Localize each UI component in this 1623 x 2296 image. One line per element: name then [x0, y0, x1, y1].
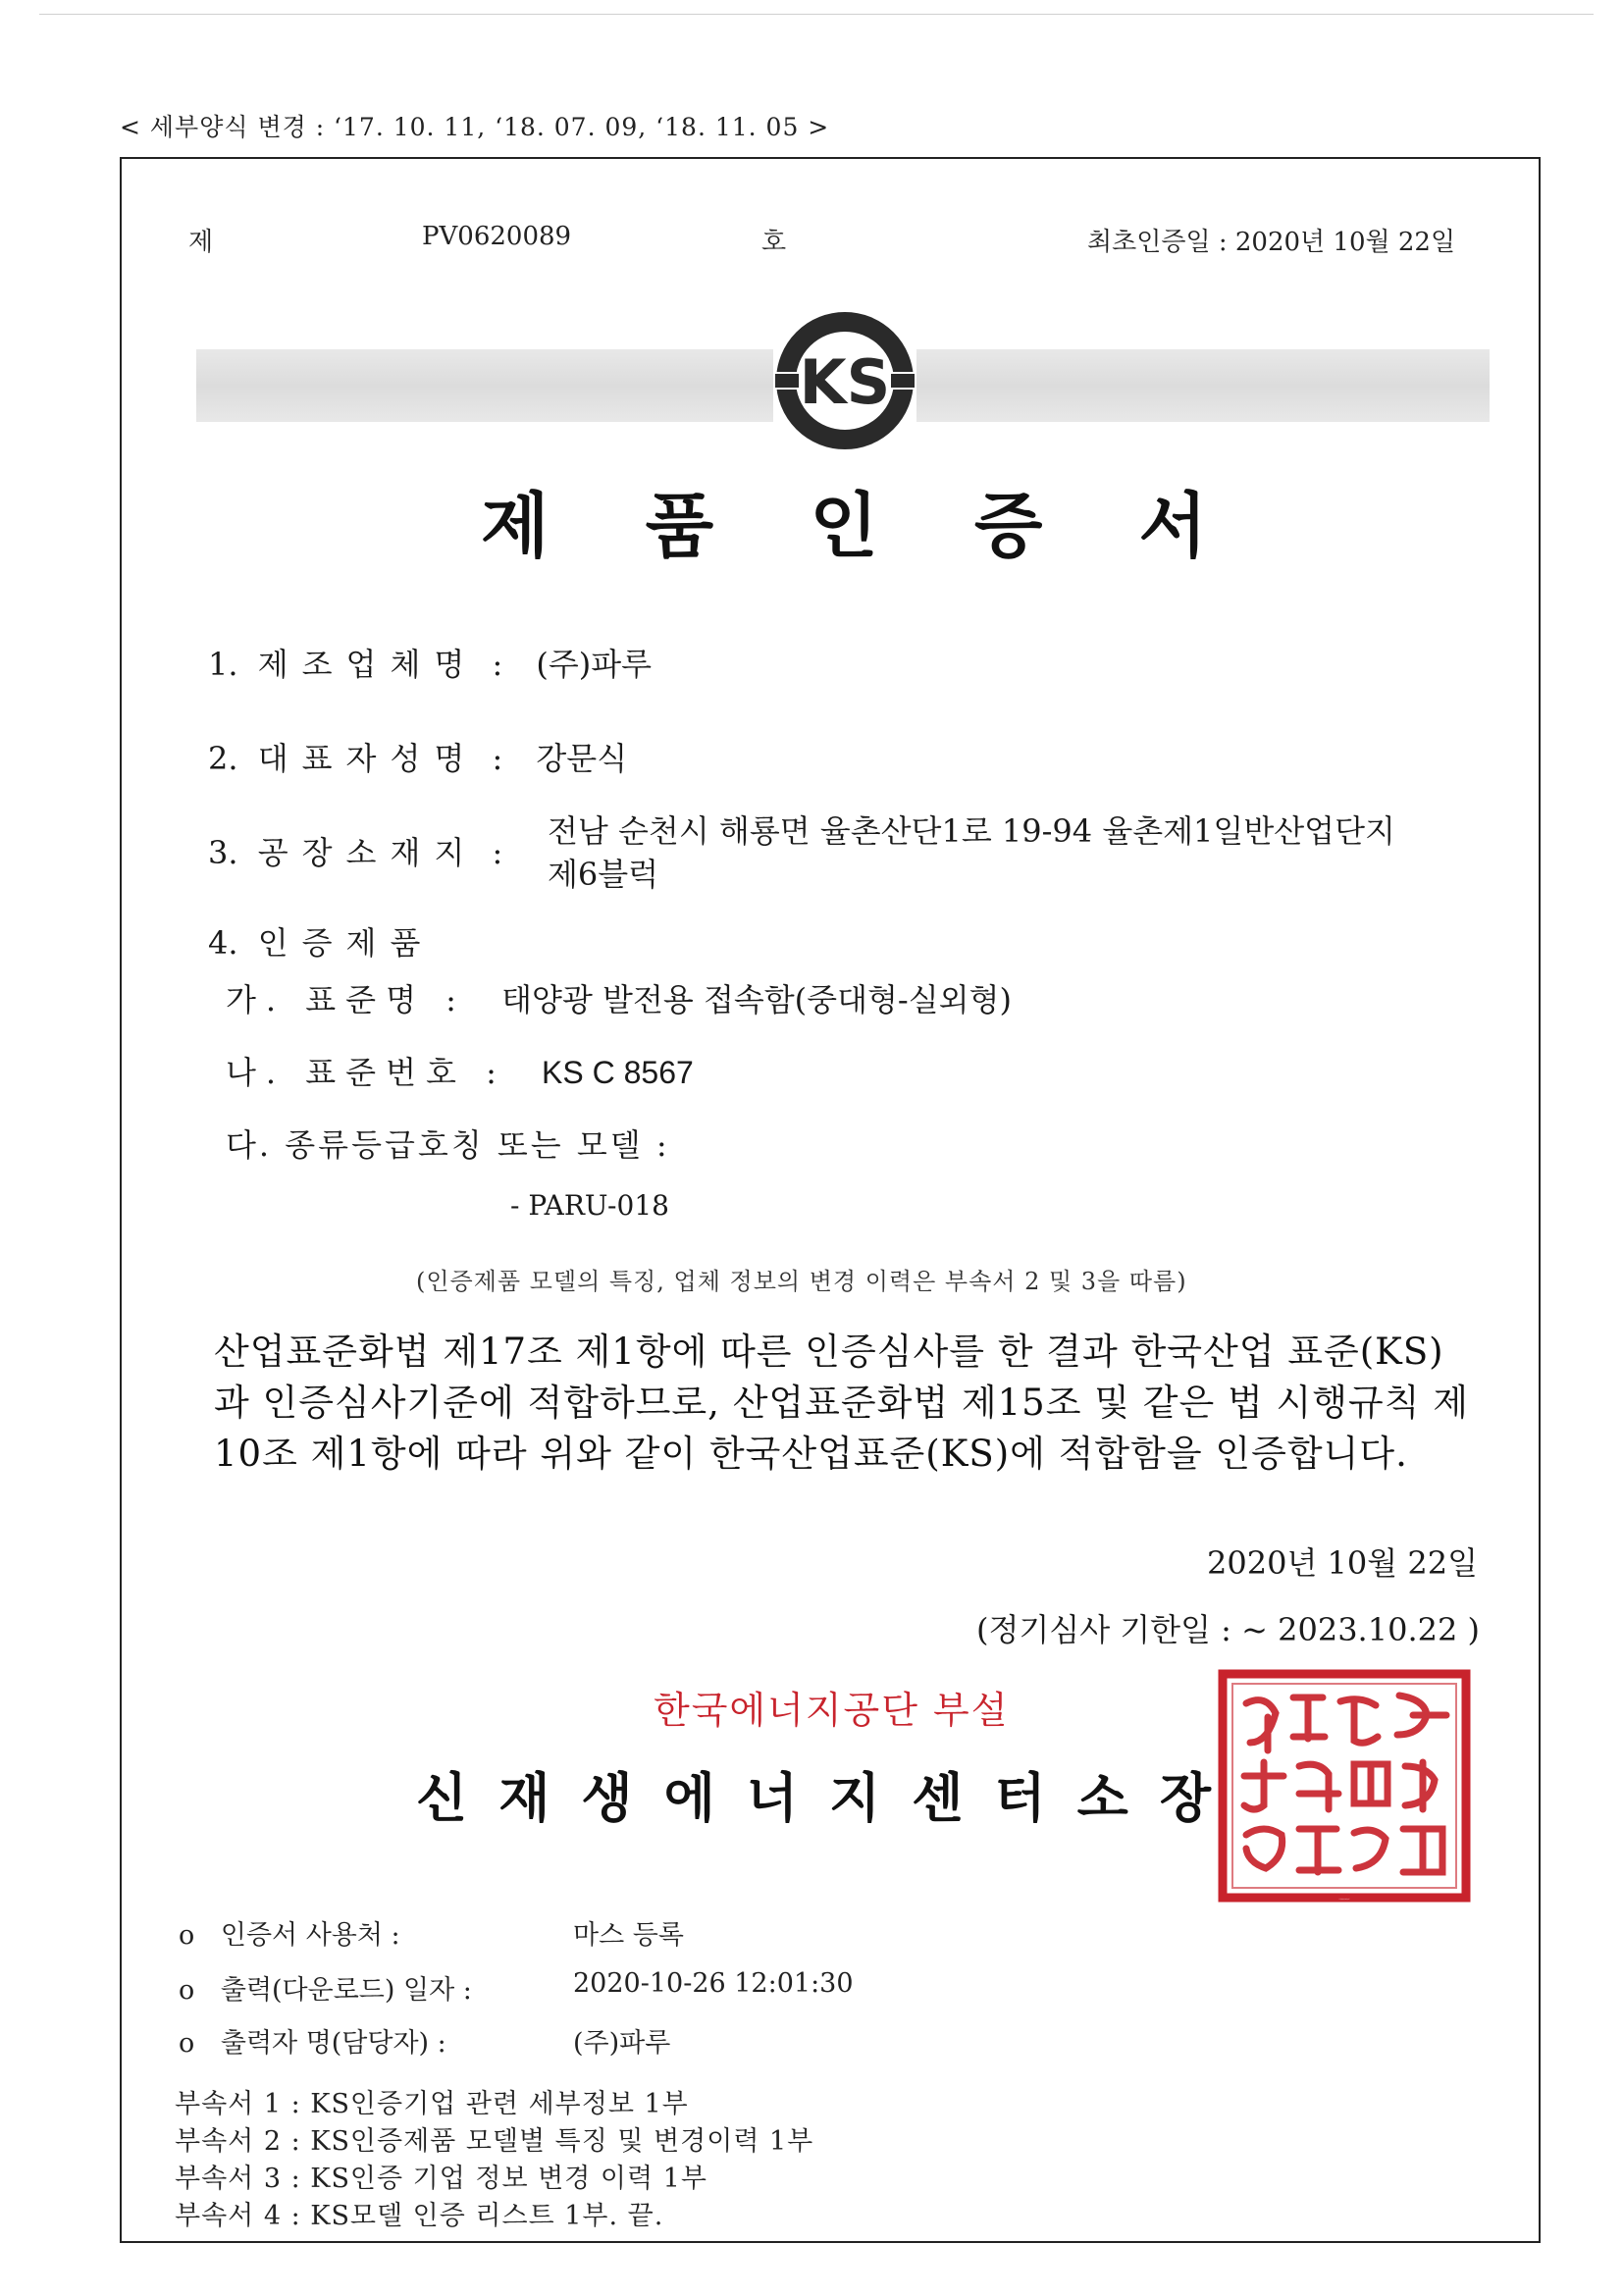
meta-printer-row — [179, 2021, 446, 2060]
document-title — [481, 469, 1207, 571]
issuer-char: 생 — [581, 1767, 633, 1829]
product-heading-label: 인증제품 — [257, 924, 435, 962]
issuer-title — [416, 1756, 1211, 1832]
model-value: - PARU-018 — [510, 1189, 669, 1222]
issuer-char: 신 — [416, 1767, 468, 1829]
representative-row: 2. 대표자성명 : 강문식 — [208, 734, 627, 779]
first-cert-date: 최초인증일 : 2020년 10월 22일 — [1087, 228, 1456, 257]
issuer-char: 재 — [498, 1767, 550, 1829]
revision-note: < 세부양식 변경 : ‘17. 10. 11, ‘18. 07. 09, ‘18. 11. 05 > — [120, 113, 830, 141]
issue-date: 2020년 10월 22일 — [1207, 1544, 1478, 1582]
meta-printer-label: 출력자 명(담당자) : — [220, 2028, 446, 2059]
title-char: 서 — [1138, 485, 1207, 567]
title-char: 인 — [810, 485, 878, 567]
model-label: 다. 종류등급호칭 또는 모델 : — [226, 1126, 670, 1164]
manufacturer-value: (주)파루 — [536, 646, 653, 683]
title-char: 증 — [973, 485, 1043, 567]
std-no-label: 나. 표준번호 : — [226, 1054, 506, 1091]
model-row — [226, 1121, 670, 1166]
ks-logo-icon — [773, 309, 916, 452]
issuer-char: 너 — [746, 1767, 798, 1829]
meta-download-row — [179, 1968, 472, 2007]
bullet: o — [179, 1920, 195, 1951]
meta-printer-value: (주)파루 — [573, 2028, 671, 2059]
cert-no-prefix: 제 — [188, 228, 214, 257]
representative-value: 강문식 — [536, 740, 628, 777]
std-name-value: 태양광 발전용 접속함(중대형-실외형) — [501, 981, 1012, 1018]
std-name-row — [226, 975, 1012, 1020]
attachment-item: 부속서 2 : KS인증제품 모델별 특징 및 변경이력 1부 — [175, 2126, 814, 2157]
cert-number: PV0620089 — [422, 222, 572, 251]
meta-usage-row — [179, 1913, 400, 1952]
meta-download-label: 출력(다운로드) 일자 : — [220, 1975, 472, 2006]
issuer-char: 소 — [1076, 1767, 1128, 1829]
std-no-value: KS C 8567 — [542, 1055, 694, 1090]
meta-usage-label: 인증서 사용처 : — [220, 1920, 400, 1951]
product-heading — [208, 918, 434, 964]
redacted-band-left — [196, 349, 773, 422]
meta-download-value: 2020-10-26 12:01:30 — [573, 1968, 854, 1999]
meta-usage-value: 마스 등록 — [573, 1920, 684, 1951]
issuer-char: 터 — [994, 1767, 1046, 1829]
seal-text: 신재생에너지센터소장인 — [1338, 1900, 1350, 1901]
item-number: 1. — [208, 646, 238, 683]
issuer-organization: 한국에너지공단 부설 — [654, 1689, 1010, 1732]
issuer-char: 에 — [663, 1767, 715, 1829]
factory-address-line2: 제6블럭 — [548, 856, 659, 893]
factory-row: 3. 공장소재지 : — [208, 828, 502, 873]
item-number: 2. — [208, 740, 238, 777]
manufacturer-label: 제조업체명 — [257, 646, 479, 683]
logo-text: KS — [799, 346, 891, 418]
official-seal-stamp — [1217, 1668, 1472, 1904]
factory-address-line1: 전남 순천시 해룡면 율촌산단1로 19-94 율촌제1일반산업단지 — [548, 812, 1395, 850]
issuer-char: 지 — [829, 1767, 881, 1829]
std-name-label: 가. 표준명 : — [226, 981, 466, 1018]
title-char: 제 — [481, 485, 550, 567]
change-history-note: (인증제품 모델의 특징, 업체 정보의 변경 이력은 부속서 2 및 3을 따름) — [416, 1268, 1187, 1295]
bullet: o — [179, 2028, 195, 2059]
certification-statement: 산업표준화법 제17조 제1항에 따른 인증심사를 한 결과 한국산업 표준(KS)과 인증심사기준에 적합하므로, 산업표준화법 제15조 및 같은 법 시행규칙 제10조 제1항에 따라 위와 같이 한국산업표준(KS)에 적합함을 인증합니다. — [214, 1331, 1469, 1475]
manufacturer-row: 1. 제조업체명 : (주)파루 — [208, 640, 652, 685]
item-number: 3. — [208, 834, 238, 871]
review-deadline: (정기심사 기한일 : ~ 2023.10.22 ) — [975, 1611, 1480, 1648]
cert-no-suffix: 호 — [761, 228, 787, 257]
attachment-item: 부속서 4 : KS모델 인증 리스트 1부. 끝. — [175, 2201, 664, 2231]
issuer-char: 센 — [912, 1767, 964, 1829]
redacted-band-right — [916, 349, 1490, 422]
std-no-row — [226, 1048, 694, 1093]
issuer-char: 장 — [1159, 1767, 1211, 1829]
factory-label: 공장소재지 — [257, 834, 479, 871]
item-number: 4. — [208, 924, 238, 962]
top-rule — [39, 14, 1594, 15]
title-char: 품 — [645, 485, 714, 567]
representative-label: 대표자성명 — [257, 740, 479, 777]
bullet: o — [179, 1975, 195, 2006]
attachment-item: 부속서 1 : KS인증기업 관련 세부정보 1부 — [175, 2089, 689, 2119]
attachment-item: 부속서 3 : KS인증 기업 정보 변경 이력 1부 — [175, 2164, 707, 2194]
